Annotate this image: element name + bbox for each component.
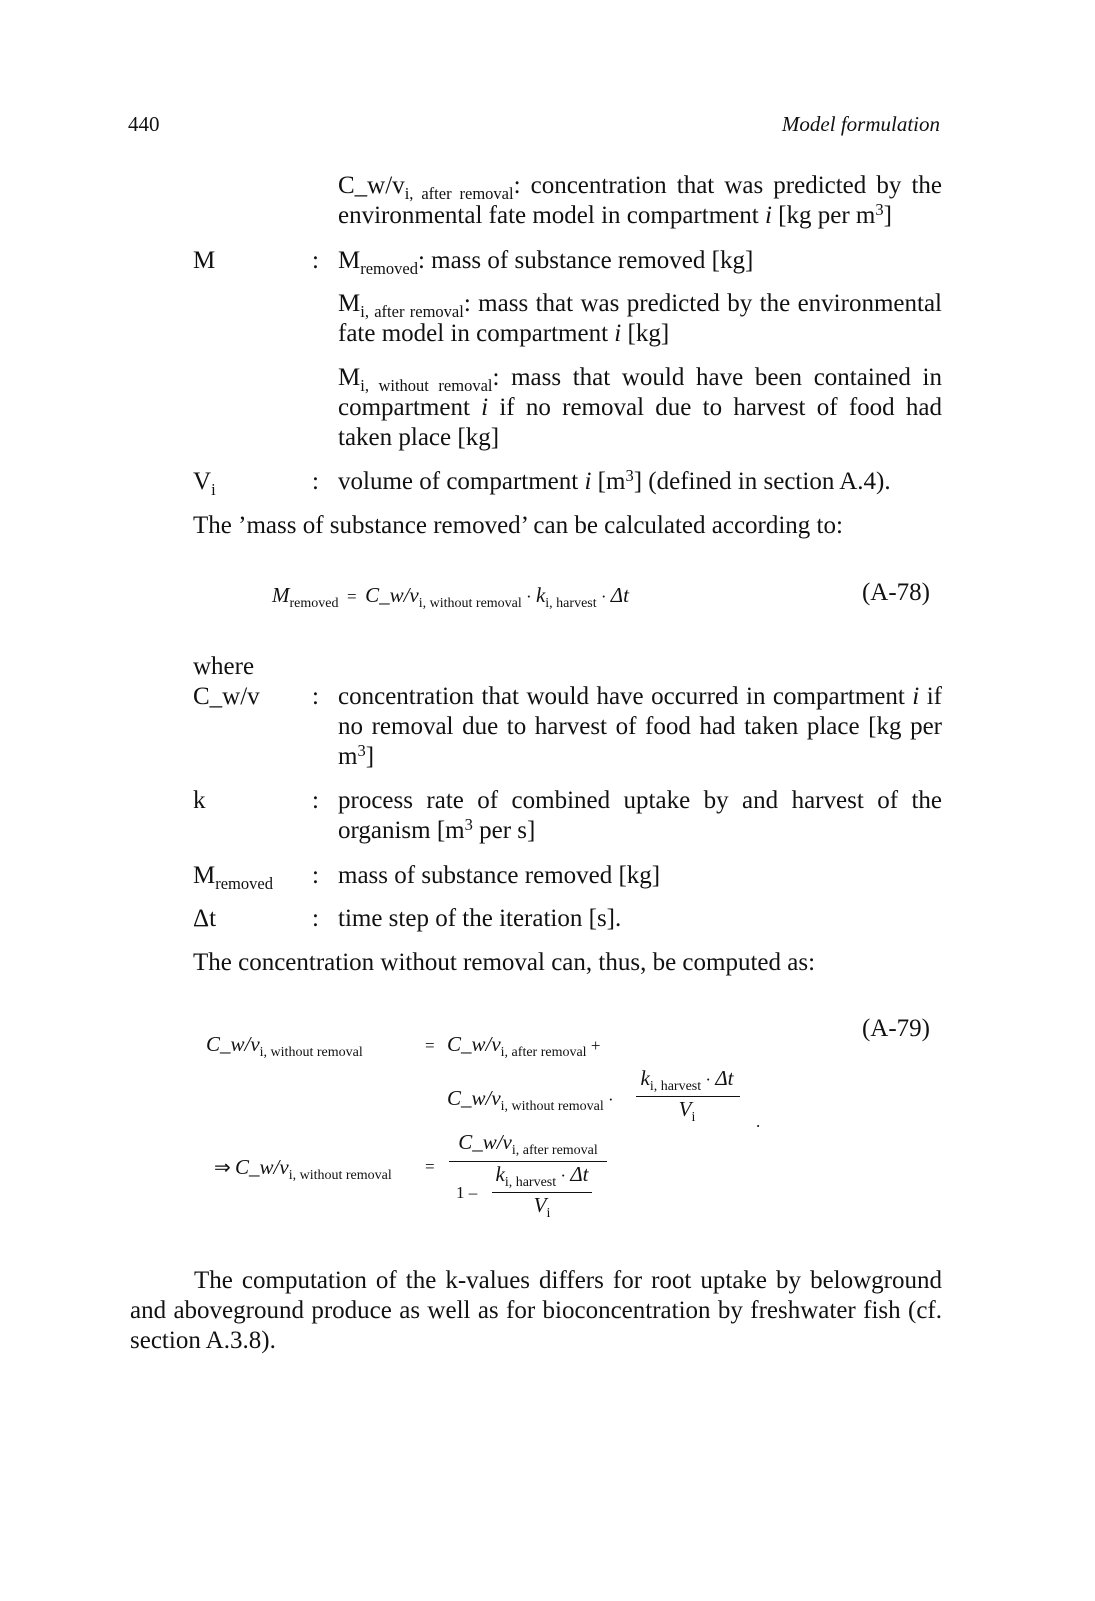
eq79-period: . <box>756 1112 761 1131</box>
symbol-m: M <box>193 247 216 274</box>
def-k: process rate of combined uptake by and harvest of the organism [$m^3$ per s] <box>338 787 942 844</box>
colon: : <box>312 905 319 932</box>
equation-number-a79: (A-79) <box>861 1015 930 1042</box>
colon: : <box>312 683 319 710</box>
eq79-lhs2: ⇒ $C\_w/v_{i, without removal}$ <box>214 1155 392 1183</box>
def-m-after-removal: $M_{i, after removal}$: mass that was predicted by the environmental fate model in compartment i [kg] <box>338 290 942 347</box>
running-title: Model formulation <box>781 112 940 136</box>
def-delta-t: time step of the iteration [s]. <box>338 905 622 932</box>
equation-a78: $M_{removed}$ = $C\_w/v_{i, without removal} \cdot k_{i, harvest} \cdot \Delta t$ <box>272 583 629 611</box>
colon: : <box>312 247 319 274</box>
symbol-k: k <box>193 787 206 814</box>
eq79-equals2: = <box>425 1157 435 1176</box>
eq79-rhs-line2: $C\_w/v_{i, without removal}$ · <box>447 1086 614 1114</box>
paragraph-mass-removed: The ’mass of substance removed’ can be calculated according to: <box>193 512 843 539</box>
def-m-without-removal: $M_{i, without removal}$: mass that would have been contained in compartment i if no removal due to harvest of food had taken place [kg] <box>338 364 942 451</box>
symbol-m-removed: $M_{removed}$ <box>193 862 273 893</box>
eq79-equals: = <box>425 1036 435 1055</box>
symbol-c-wv: C_w/v <box>193 683 260 710</box>
eq79-frac-numerator: $k_{i, harvest} \cdot \Delta t$ <box>640 1066 734 1094</box>
eq79-big-numerator: $C\_w/v_{i, after removal}$ <box>458 1130 598 1158</box>
colon: : <box>312 787 319 814</box>
colon: : <box>312 862 319 889</box>
eq79-one-minus: 1 – <box>456 1183 478 1202</box>
where-label: where <box>193 653 255 680</box>
paragraph-k-values: The computation of the k-values differs for root uptake by belowground and aboveground produce as well as for bioconcentration by freshwater fish (cf. section A.3.8). <box>130 1267 942 1354</box>
def-m-removed-bottom: mass of substance removed [kg] <box>338 862 661 889</box>
eq79-frac-denominator: $V_i$ <box>678 1097 696 1125</box>
eq79-inner-numerator: $k_{i, harvest} \cdot \Delta t$ <box>495 1162 589 1190</box>
def-m-removed: $M_{removed}$: mass of substance removed [kg] <box>338 247 754 278</box>
colon: : <box>312 468 319 495</box>
def-concentration-after-removal: $C\_w/v_{i, after removal}$: concentration that was predicted by the environmental fate model in compartment i [kg per $m^3$] <box>338 172 942 229</box>
symbol-vi: $V_i$ <box>193 468 216 499</box>
equation-number-a78: (A-78) <box>861 579 930 606</box>
eq79-rhs-line1: $C\_w/v_{i, after removal}$ + <box>447 1032 601 1060</box>
def-c-wv: concentration that would have occurred in compartment i if no removal due to harvest of food had taken place [kg per $m^3$] <box>338 683 942 770</box>
def-vi: volume of compartment i $[m^3]$ (defined in section A.4). <box>338 465 891 495</box>
page-number: 440 <box>128 112 160 136</box>
paragraph-concentration: The concentration without removal can, thus, be computed as: <box>193 949 816 976</box>
eq79-lhs: $C\_w/v_{i, without removal}$ <box>206 1032 363 1060</box>
eq79-inner-denominator: $V_i$ <box>533 1193 551 1221</box>
symbol-delta-t: Δt <box>193 905 217 932</box>
